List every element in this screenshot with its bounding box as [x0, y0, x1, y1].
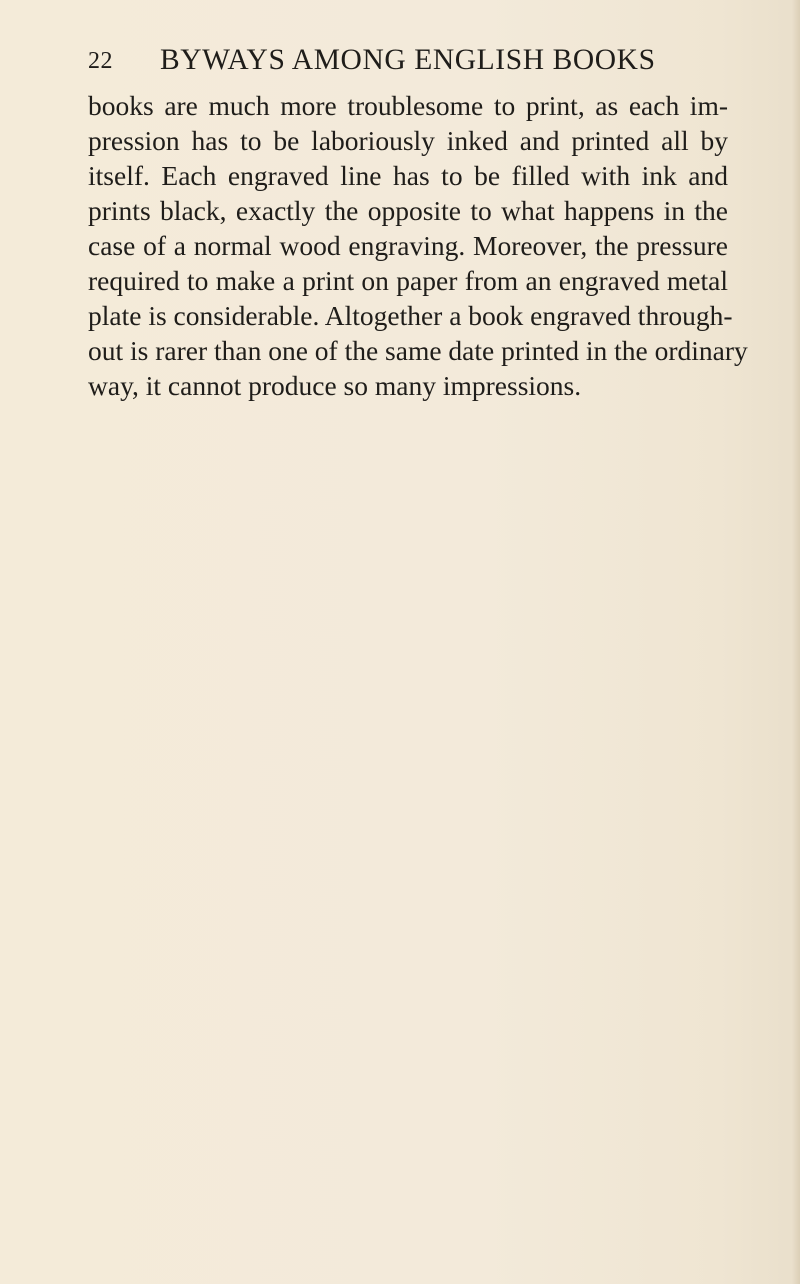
text-line: required to make a print on paper from an engraved metal — [88, 265, 728, 296]
text-line: books are much more troublesome to print, as each im- — [88, 90, 728, 121]
running-title: BYWAYS AMONG ENGLISH BOOKS — [160, 44, 656, 76]
page-number: 22 — [88, 48, 113, 74]
running-head — [0, 44, 800, 84]
text-line: itself. Each engraved line has to be filled with ink and — [88, 160, 728, 191]
text-line: way, it cannot produce so many impressions. — [88, 370, 582, 401]
text-line: plate is considerable. Altogether a book engraved through- — [88, 300, 733, 331]
text-line: pression has to be laboriously inked and printed all by — [88, 125, 728, 156]
text-line: case of a normal wood engraving. Moreover, the pressure — [88, 230, 728, 261]
page-edge-shadow — [792, 0, 800, 1284]
text-line: prints black, exactly the opposite to what happens in the — [88, 195, 728, 226]
text-line: out is rarer than one of the same date printed in the ordinary — [88, 335, 748, 366]
body-paragraph — [88, 88, 748, 403]
